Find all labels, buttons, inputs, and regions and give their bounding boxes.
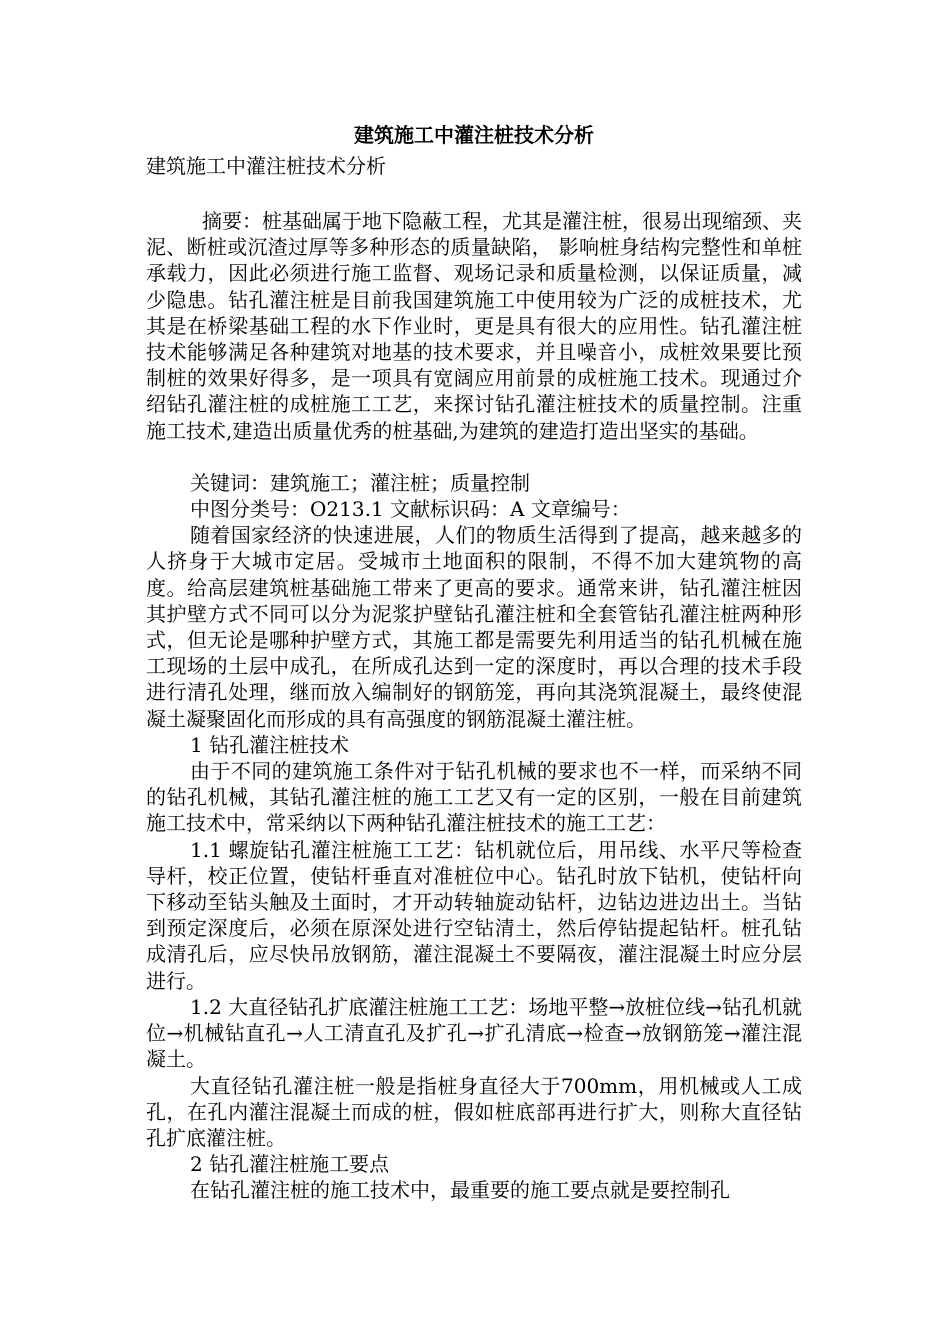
document-subtitle: 建筑施工中灌注桩技术分析 (146, 154, 386, 178)
section-2-paragraph: 在钻孔灌注桩的施工技术中，最重要的施工要点就是要控制孔 (190, 1178, 730, 1203)
spacer (146, 444, 802, 470)
section-1-2-paragraph: 1.2 大直径钻孔扩底灌注桩施工工艺：场地平整→放桩位线→钻孔机就位→机械钻直孔→人工清直孔及扩孔→扩孔清底→检查→放钢筋笼→灌注混凝土。 (146, 994, 802, 1072)
spacer (146, 180, 802, 208)
section-1-1-paragraph: 1.1 螺旋钻孔灌注桩施工工艺：钻机就位后，用吊线、水平尺等检查导杆，校正位置，使钻杆垂直对准桩位中心。钻孔时放下钻机，使钻杆向下移动至钻头触及土面时，才开动转轴旋动钻杆，边钻边进边出土。当钻到预定深度后，必须在原深处进行空钻清土，然后停钻提起钻杆。桩孔钻成清孔后，应尽快吊放钢筋，灌注混凝土不要隔夜，灌注混凝土时应分层进行。 (146, 837, 802, 993)
intro-paragraph: 随着国家经济的快速进展，人们的物质生活得到了提高，越来越多的人挤身于大城市定居。受城市土地面积的限制，不得不加大建筑物的高度。给高层建筑桩基础施工带来了更高的要求。通常来讲，钻孔灌注桩因其护壁方式不同可以分为泥浆护壁钻孔灌注桩和全套管钻孔灌注桩两种形式，但无论是哪种护壁方式，其施工都是需要先利用适当的钻孔机械在施工现场的土层中成孔，在所成孔达到一定的深度时，再以合理的技术手段进行清孔处理，继而放入编制好的钢筋笼，再向其浇筑混凝土，最终使混凝土凝聚固化而形成的具有高强度的钢筋混凝土灌注桩。 (146, 523, 802, 731)
section-heading-1: 1 钻孔灌注桩技术 (190, 732, 350, 757)
section-1-3-paragraph: 大直径钻孔灌注桩一般是指桩身直径大于700mm，用机械或人工成孔，在孔内灌注混凝土而成的桩，假如桩底部再进行扩大，则称大直径钻孔扩底灌注桩。 (146, 1073, 802, 1150)
section-heading-2: 2 钻孔灌注桩施工要点 (190, 1152, 390, 1177)
classification-line: 中图分类号：O213.1 文献标识码：A 文章编号： (190, 497, 631, 522)
keywords-line: 关键词：建筑施工；灌注桩；质量控制 (190, 470, 530, 495)
section-1-paragraph: 由于不同的建筑施工条件对于钻孔机械的要求也不一样，而采纳不同的钻孔机械，其钻孔灌注桩的施工工艺又有一定的区别，一般在目前建筑施工技术中，常采纳以下两种钻孔灌注桩技术的施工工艺： (146, 759, 802, 836)
document-title: 建筑施工中灌注桩技术分析 (354, 123, 594, 147)
document-page (146, 118, 802, 1204)
abstract-paragraph: 摘要：桩基础属于地下隐蔽工程，尤其是灌注桩，很易出现缩颈、夹泥、断桩或沉渣过厚等多种形态的质量缺陷， 影响桩身结构完整性和单桩承载力，因此必须进行施工监督、观场记录和质量检测，以保证质量，减少隐患。钻孔灌注桩是目前我国建筑施工中使用较为广泛的成桩技术，尤其是在桥梁基础工程的水下作业时，更是具有很大的应用性。钻孔灌注桩技术能够满足各种建筑对地基的技术要求，并且噪音小，成桩效果要比预制桩的效果好得多，是一项具有宽阔应用前景的成桩施工技术。现通过介绍钻孔灌注桩的成桩施工工艺，来探讨钻孔灌注桩技术的质量控制。注重施工技术,建造出质量优秀的桩基础,为建筑的建造打造出坚实的基础。 (146, 209, 802, 443)
